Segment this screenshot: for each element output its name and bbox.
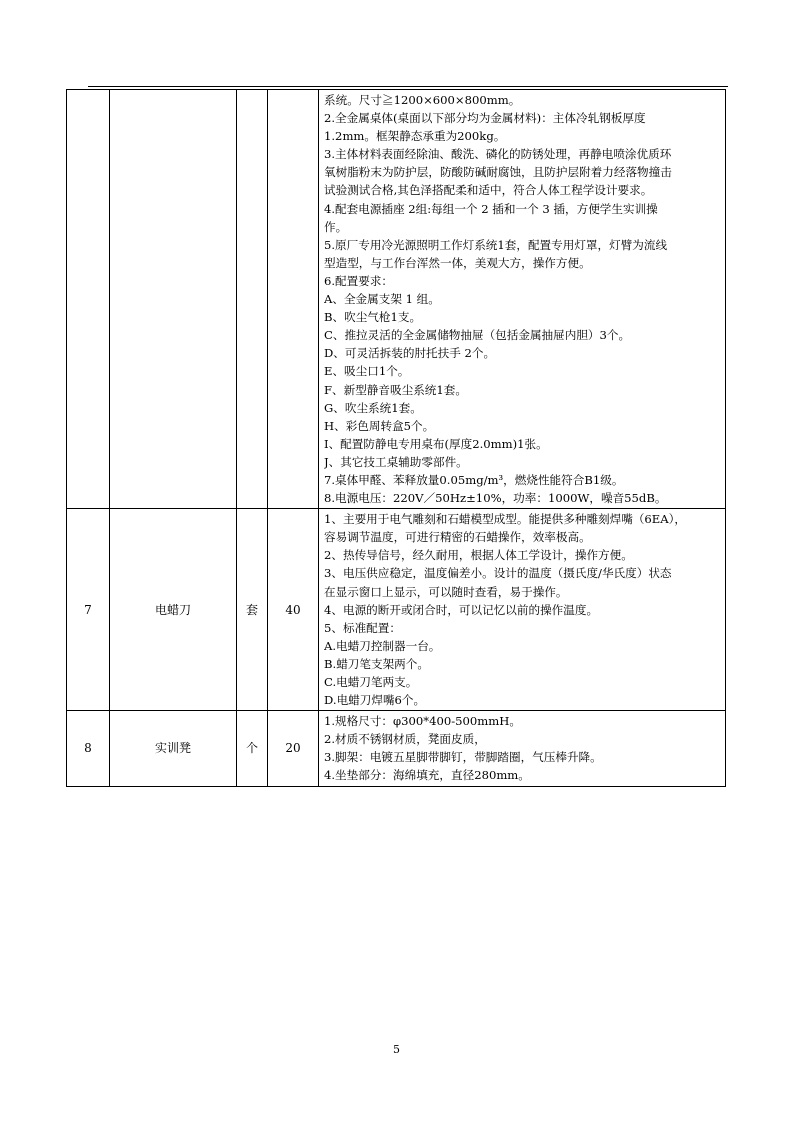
spec-line: 2.全金属桌体(桌面以下部分均为金属材料)：主体冷轧钢板厚度 xyxy=(324,111,646,126)
spec-line: B.蜡刀笔支架两个。 xyxy=(324,656,429,671)
item-number: 7 xyxy=(84,602,92,617)
equipment-spec-table xyxy=(66,89,726,787)
item-quantity: 40 xyxy=(285,602,301,617)
item-unit: 个 xyxy=(245,741,258,756)
spec-line: 1、主要用于电气雕刻和石蜡模型成型。能提供多种雕刻焊嘴（6EA）， xyxy=(324,512,687,527)
spec-line: C、推拉灵活的全金属储物抽屉（包括金属抽屉内胆）3个。 xyxy=(324,328,631,343)
spec-line: I、配置防静电专用桌布(厚度2.0mm)1张。 xyxy=(324,436,548,451)
item-name-cell xyxy=(110,509,237,711)
spec-line: 6.配置要求： xyxy=(324,273,394,288)
spec-line: D、可灵活拆装的肘托扶手 2个。 xyxy=(324,346,496,361)
spec-line: D.电蜡刀焊嘴6个。 xyxy=(324,693,426,708)
spec-line: 2、热传导信号，经久耐用，根据人体工学设计，操作方便。 xyxy=(324,548,633,563)
spec-line: 8.电源电压：220V／50Hz±10%，功率：1000W，噪音55dB。 xyxy=(324,491,667,506)
spec-line: C.电蜡刀笔两支。 xyxy=(324,675,418,689)
spec-line: 型造型，与工作台浑然一体，美观大方，操作方便。 xyxy=(324,255,591,270)
item-name: 电蜡刀 xyxy=(154,602,191,617)
item-quantity-cell xyxy=(268,711,319,786)
item-number-cell xyxy=(67,711,110,786)
table-row xyxy=(67,509,726,711)
spec-line: B、吹尘气枪1支。 xyxy=(324,310,422,325)
table-row xyxy=(67,90,726,509)
item-quantity-cell xyxy=(268,509,319,711)
spec-line: 4、电源的断开或闭合时，可以记忆以前的操作温度。 xyxy=(324,602,599,617)
spec-line: 1.规格尺寸：φ300*400-500mmH。 xyxy=(324,714,521,729)
item-quantity-cell xyxy=(268,90,319,509)
spec-line: 系统。尺寸≧1200×600×800mm。 xyxy=(324,93,521,107)
item-unit: 套 xyxy=(245,602,258,617)
spec-line: E、吸尘口1个。 xyxy=(324,364,410,379)
spec-line: H、彩色周转盒5个。 xyxy=(324,418,435,433)
page-number: 5 xyxy=(393,1043,400,1056)
item-spec-cell xyxy=(319,711,726,786)
item-quantity: 20 xyxy=(285,741,301,756)
spec-line: 容易调节温度，可进行精密的石蜡操作，效率极高。 xyxy=(324,530,591,545)
spec-line: 氧树脂粉末为防护层，防酸防碱耐腐蚀，且防护层附着力经落物撞击 xyxy=(324,165,672,180)
spec-line: 3、电压供应稳定，温度偏差小。设计的温度（摄氏度/华氏度）状态 xyxy=(324,566,672,581)
spec-line: J、其它技工桌辅助零部件。 xyxy=(324,454,468,469)
item-number-cell xyxy=(67,90,110,509)
spec-line: 在显示窗口上显示，可以随时查看，易于操作。 xyxy=(324,584,568,599)
spec-line: 试验测试合格,其色泽搭配柔和适中，符合人体工程学设计要求。 xyxy=(324,183,653,198)
item-spec-cell xyxy=(319,90,726,509)
spec-line: 1.2mm。框架静态承重为200kg。 xyxy=(324,129,506,144)
spec-line: F、新型静音吸尘系统1套。 xyxy=(324,382,467,397)
spec-line: 3.主体材料表面经除油、酸洗、磷化的防锈处理，再静电喷涂优质环 xyxy=(324,147,672,162)
item-unit-cell xyxy=(237,509,268,711)
spec-line: 5、标准配置： xyxy=(324,620,401,635)
page-top-rule xyxy=(88,86,728,87)
item-number-cell xyxy=(67,509,110,711)
spec-line: A、全金属支架 1 组。 xyxy=(324,292,440,307)
spec-line: 4.配套电源插座 2组:每组一个 2 插和一个 3 插，方便学生实训操 xyxy=(324,201,658,216)
spec-line: 7.桌体甲醛、苯释放量0.05mg/m³，燃烧性能符合B1级。 xyxy=(324,472,624,487)
spec-line: 4.坐垫部分：海绵填充，直径280mm。 xyxy=(324,768,530,783)
table-row xyxy=(67,711,726,786)
spec-line: A.电蜡刀控制器一台。 xyxy=(324,638,441,653)
spec-line: 3.脚架：电镀五星脚带脚钉，带脚踏圈，气压棒升降。 xyxy=(324,750,602,765)
spec-line: G、吹尘系统1套。 xyxy=(324,400,422,415)
spec-line: 2.材质不锈钢材质，凳面皮质， xyxy=(324,732,486,747)
spec-line: 作。 xyxy=(324,219,348,234)
item-spec-cell xyxy=(319,509,726,711)
spec-line: 5.原厂专用冷光源照明工作灯系统1套，配置专用灯罩，灯臂为流线 xyxy=(324,237,668,252)
item-name-cell xyxy=(110,711,237,786)
item-name-cell xyxy=(110,90,237,509)
item-name: 实训凳 xyxy=(154,741,191,756)
item-number: 8 xyxy=(84,741,92,756)
item-unit-cell xyxy=(237,711,268,786)
item-unit-cell xyxy=(237,90,268,509)
